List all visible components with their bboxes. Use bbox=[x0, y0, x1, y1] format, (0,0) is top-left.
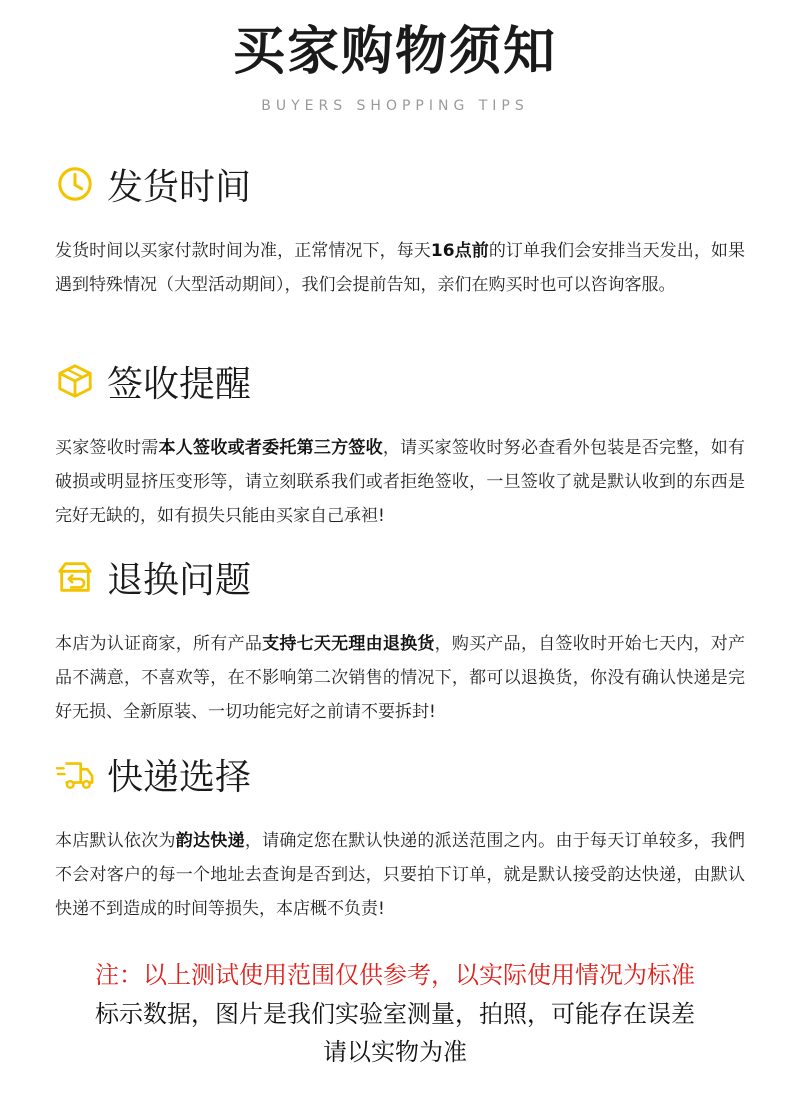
notice-line-3: 请以实物为准 bbox=[323, 1038, 467, 1066]
section-returns bbox=[55, 553, 745, 729]
page-subtitle: BUYERS SHOPPING TIPS bbox=[261, 98, 529, 114]
section-title: 签收提醒 bbox=[107, 363, 252, 405]
section-signing-reminder bbox=[55, 357, 745, 533]
section-header bbox=[55, 750, 745, 798]
section-title: 退换问题 bbox=[107, 559, 252, 601]
page-title: 买家购物须知 bbox=[232, 22, 557, 82]
disclaimer-notice bbox=[0, 955, 790, 1071]
highlight-text: 16点前 bbox=[430, 241, 489, 261]
section-courier bbox=[55, 750, 745, 926]
highlight-text: 支持七天无理由退换货 bbox=[262, 634, 435, 654]
notice-line-2: 标示数据，图片是我们实验室测量，拍照，可能存在误差 bbox=[95, 1000, 695, 1028]
page-header bbox=[0, 20, 790, 116]
section-header bbox=[55, 357, 745, 405]
section-title: 快递选择 bbox=[107, 756, 252, 798]
section-shipping-time bbox=[55, 160, 745, 302]
section-body: 发货时间以买家付款时间为准，正常情况下，每天16点前的订单我们会安排当天发出，如果遇到特殊情况（大型活动期间），我们会提前告知，亲们在购买时也可以咨询客服。 bbox=[55, 241, 746, 295]
notice-line-1: 注：以上测试使用范围仅供参考，以实际使用情况为标准 bbox=[95, 961, 695, 989]
section-body: 本店为认证商家，所有产品支持七天无理由退换货，购买产品，自签收时开始七天内，对产品不满意，不喜欢等，在不影响第二次销售的情况下，都可以退换货，你没有确认快递是完好无损、全新原装、一切功能完好之前请不要拆封! bbox=[55, 634, 746, 722]
section-header bbox=[55, 553, 745, 601]
highlight-text: 本人签收或者委托第三方签收 bbox=[158, 438, 383, 458]
highlight-text: 韵达快递 bbox=[175, 831, 245, 851]
clock-icon bbox=[55, 164, 95, 204]
section-body: 本店默认依次为韵达快递，请确定您在默认快递的派送范围之内。由于每天订单较多，我們不会对客户的每一个地址去查询是否到达，只要拍下订单，就是默认接受韵达快递，由默认快递不到造成的时间等损失，本店概不负责! bbox=[55, 831, 746, 919]
section-header bbox=[55, 160, 745, 208]
truck-icon bbox=[55, 754, 95, 794]
section-body: 买家签收时需本人签收或者委托第三方签收，请买家签收时努必查看外包装是否完整，如有破损或明显挤压变形等，请立刻联系我们或者拒绝签收，一旦签收了就是默认收到的东西是完好无缺的，如有损失只能由买家自己承袒! bbox=[55, 438, 746, 526]
return-icon bbox=[55, 557, 95, 597]
section-title: 发货时间 bbox=[107, 166, 252, 208]
package-icon bbox=[55, 361, 95, 401]
